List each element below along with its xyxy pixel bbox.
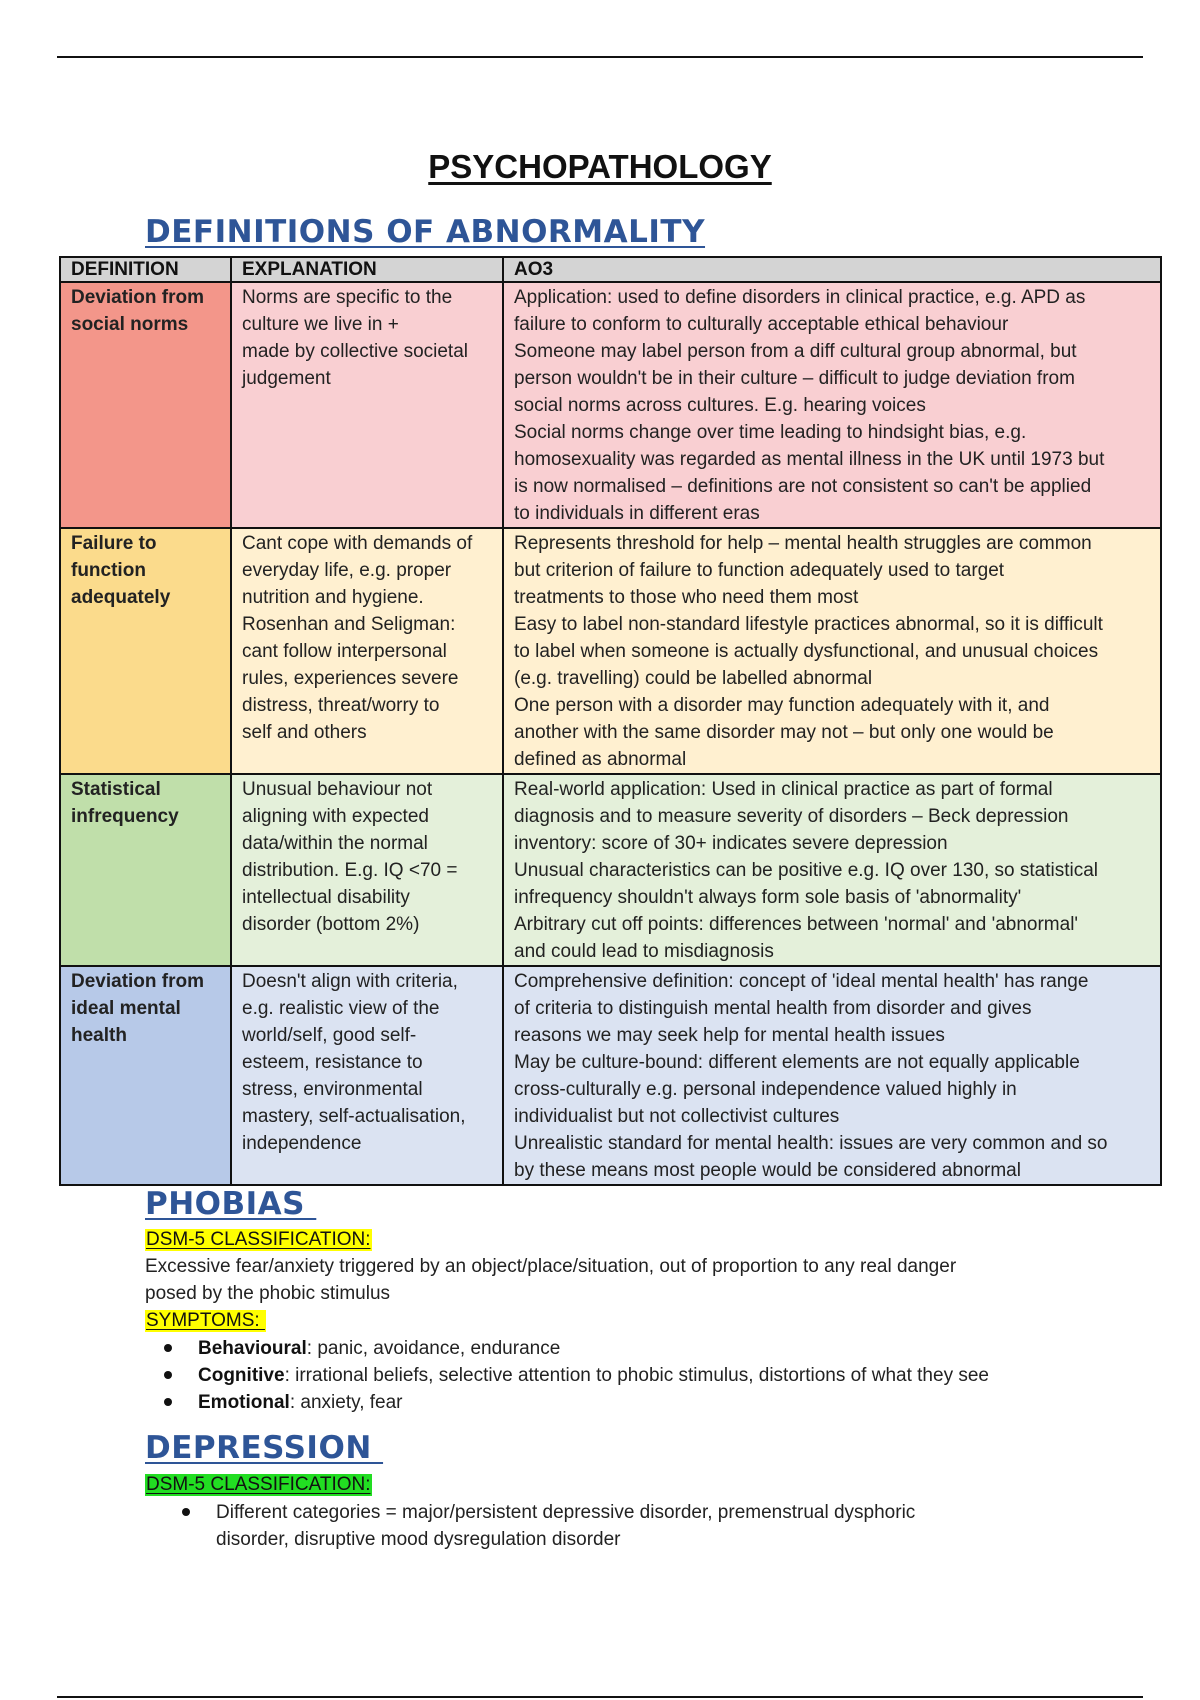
list-item: Cognitive: irrational beliefs, selective attention to phobic stimulus, distortions of what they see (145, 1362, 989, 1389)
list-item: Emotional: anxiety, fear (145, 1389, 989, 1416)
depression-heading: DEPRESSION (145, 1430, 384, 1466)
top-rule (57, 56, 1143, 58)
column-header-definition: DEFINITION (60, 257, 231, 282)
definition-cell: Deviation from social norms (60, 282, 231, 528)
list-item: Behavioural: panic, avoidance, endurance (145, 1335, 989, 1362)
phobias-classification-text: Excessive fear/anxiety triggered by an object/place/situation, out of proportion to any real danger posed by the phobic stimulus (145, 1256, 957, 1304)
phobias-classification-label-wrap (145, 1229, 372, 1251)
explanation-cell: Norms are specific to the culture we live in + made by collective societal judgement (231, 282, 503, 528)
ao3-cell: Comprehensive definition: concept of 'ideal mental health' has range of criteria to distinguish mental health from disorder and gives reasons we may seek help for mental health issues May be culture-bound: different elements are not equally applicable cross-culturally e.g. personal independence valued highly in individualist but not collectivist cultures Unrealistic standard for mental health: issues are very common and so by these means most people would be considered abnormal (503, 966, 1161, 1185)
phobias-symptoms-list (145, 1335, 989, 1416)
table-row-failure-to-function (60, 528, 1161, 774)
depression-categories-list (163, 1499, 915, 1553)
depression-classification-label: DSM-5 CLASSIFICATION: (146, 1474, 371, 1495)
ao3-cell: Application: used to define disorders in clinical practice, e.g. APD as failure to conform to culturally acceptable ethical behaviour Someone may label person from a diff cultural group abnormal, but person wouldn't be in their culture – difficult to judge deviation from social norms across cultures. E.g. hearing voices Social norms change over time leading to hindsight bias, e.g. homosexuality was regarded as mental illness in the UK until 1973 but is now normalised – definitions are not consistent so can't be applied to individuals in different eras (503, 282, 1161, 528)
definitions-heading: DEFINITIONS OF ABNORMALITY (145, 214, 706, 250)
phobias-heading: PHOBIAS (145, 1186, 317, 1222)
definition-cell: Failure to function adequately (60, 528, 231, 774)
explanation-cell: Cant cope with demands of everyday life, e.g. proper nutrition and hygiene. Rosenhan and Seligman: cant follow interpersonal rules, experiences severe distress, threat/worry to self and others (231, 528, 503, 774)
ao3-cell: Represents threshold for help – mental health struggles are common but criterion of failure to function adequately used to target treatments to those who need them most Easy to label non-standard lifestyle practices abnormal, so it is difficult to label when someone is actually dysfunctional, and unusual choices (e.g. travelling) could be labelled abnormal One person with a disorder may function adequately with it, and another with the same disorder may not – but only one would be defined as abnormal (503, 528, 1161, 774)
ao3-cell: Real-world application: Used in clinical practice as part of formal diagnosis and to measure severity of disorders – Beck depression inventory: score of 30+ indicates severe depression Unusual characteristics can be positive e.g. IQ over 130, so statistical infrequency shouldn't always form sole basis of 'abnormality' Arbitrary cut off points: differences between 'normal' and 'abnormal' and could lead to misdiagnosis (503, 774, 1161, 966)
table-row-social-norms (60, 282, 1161, 528)
phobias-symptoms-label: SYMPTOMS: (146, 1310, 265, 1331)
list-item: Different categories = major/persistent depressive disorder, premenstrual dysphoric disorder, disruptive mood dysregulation disorder (163, 1499, 915, 1553)
phobias-classification-label: DSM-5 CLASSIFICATION: (146, 1229, 371, 1250)
column-header-explanation: EXPLANATION (231, 257, 503, 282)
table-row-statistical-infrequency (60, 774, 1161, 966)
bottom-rule (57, 1696, 1143, 1698)
explanation-cell: Doesn't align with criteria, e.g. realistic view of the world/self, good self- esteem, resistance to stress, environmental mastery, self-actualisation, independence (231, 966, 503, 1185)
definition-cell: Deviation from ideal mental health (60, 966, 231, 1185)
column-header-ao3: AO3 (503, 257, 1161, 282)
phobias-symptoms-label-wrap (145, 1310, 266, 1332)
definition-cell: Statistical infrequency (60, 774, 231, 966)
definitions-table (59, 256, 1162, 1186)
document-title: PSYCHOPATHOLOGY (428, 148, 772, 185)
depression-classification-label-wrap (145, 1474, 372, 1496)
table-header-row (60, 257, 1161, 282)
explanation-cell: Unusual behaviour not aligning with expected data/within the normal distribution. E.g. IQ <70 = intellectual disability disorder (bottom 2%) (231, 774, 503, 966)
table-row-ideal-mental-health (60, 966, 1161, 1185)
